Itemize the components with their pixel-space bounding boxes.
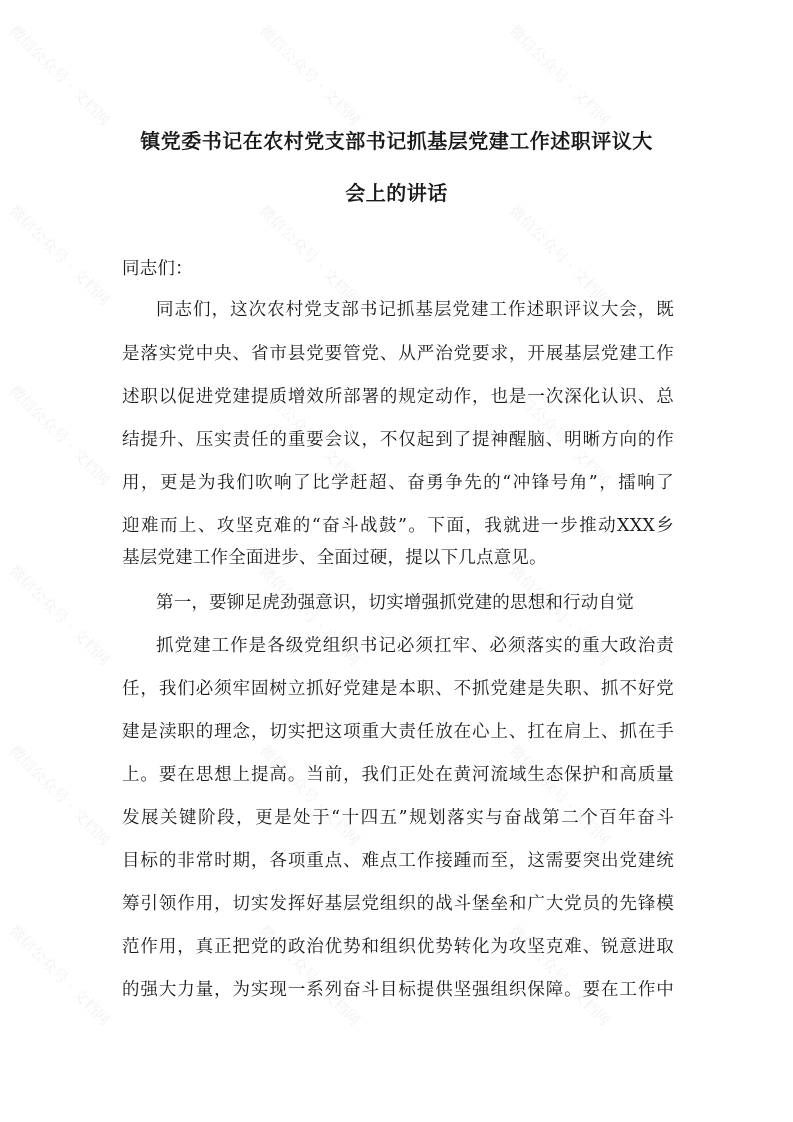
watermark: 微信公众号 · 文档网 xyxy=(255,201,364,310)
watermark: 微信公众号 · 文档网 xyxy=(505,201,614,310)
paragraph-line: 抓党建工作是各级党组织书记必须扛牢、必须落实的重大政治责 xyxy=(156,636,674,656)
watermark: 微信公众号 · 文档网 xyxy=(505,741,614,850)
watermark: 微信公众号 · 文档网 xyxy=(5,561,114,670)
document-title-line-1: 镇党委书记在农村党支部书记抓基层党建工作述职评议大 xyxy=(140,129,653,153)
paragraph-line: 筹引领作用，切实发挥好基层党组织的战斗堡垒和广大党员的先锋模 xyxy=(122,894,674,914)
watermark: 微信公众号 · 文档网 xyxy=(505,381,614,490)
watermark: 微信公众号 · 文档网 xyxy=(5,21,114,130)
watermark: 微信公众号 · 文档网 xyxy=(5,741,114,850)
watermark: 微信公众号 · 文档网 xyxy=(255,561,364,670)
paragraph-line: 发展关键阶段，更是处于“十四五”规划落实与奋战第二个百年奋斗 xyxy=(122,808,674,828)
watermark: 微信公众号 · 文档网 xyxy=(255,381,364,490)
watermark: 微信公众号 · 文档网 xyxy=(255,21,364,130)
paragraph-line: 是落实党中央、省市县党要管党、从严治党要求，开展基层党建工作 xyxy=(122,344,674,364)
paragraph-line: 迎难而上、攻坚克难的“奋斗战鼓”。下面，我就进一步推动XXX乡 xyxy=(122,516,674,536)
watermark: 微信公众号 · 文档网 xyxy=(505,921,614,1030)
paragraph-line: 基层党建工作全面进步、全面过硬，提以下几点意见。 xyxy=(122,548,547,568)
paragraph-line: 的强大力量，为实现一系列奋斗目标提供坚强组织保障。要在工作中 xyxy=(122,980,674,1000)
paragraph-line: 建是渎职的理念，切实把这项重大责任放在心上、扛在肩上、抓在手 xyxy=(122,722,674,742)
watermark: 微信公众号 · 文档网 xyxy=(255,741,364,850)
paragraph-line: 用，更是为我们吹响了比学赶超、奋勇争先的“冲锋号角”，擂响了 xyxy=(122,473,674,493)
watermark: 微信公众号 · 文档网 xyxy=(5,381,114,490)
paragraph-line: 同志们，这次农村党支部书记抓基层党建工作述职评议大会，既 xyxy=(156,300,674,320)
paragraph-line: 目标的非常时期，各项重点、难点工作接踵而至，这需要突出党建统 xyxy=(122,851,674,871)
watermark: 微信公众号 · 文档网 xyxy=(5,201,114,310)
section-heading: 第一，要铆足虎劲强意识，切实增强抓党建的思想和行动自觉 xyxy=(156,593,634,613)
watermark: 微信公众号 · 文档网 xyxy=(5,921,114,1030)
paragraph-line: 述职以促进党建提质增效所部署的规定动作，也是一次深化认识、总 xyxy=(122,387,674,407)
paragraph-line: 结提升、压实责任的重要会议，不仅起到了提神醒脑、明晰方向的作 xyxy=(122,430,674,450)
watermark: 微信公众号 · 文档网 xyxy=(505,21,614,130)
watermark: 微信公众号 · 文档网 xyxy=(505,561,614,670)
paragraph-line: 任，我们必须牢固树立抓好党建是本职、不抓党建是失职、抓不好党 xyxy=(122,679,674,699)
salutation: 同志们： xyxy=(122,259,193,279)
watermark: 微信公众号 · 文档网 xyxy=(255,921,364,1030)
paragraph-line: 上。要在思想上提高。当前，我们正处在黄河流域生态保护和高质量 xyxy=(122,765,674,785)
paragraph-line: 范作用，真正把党的政治优势和组织优势转化为攻坚克难、锐意进取 xyxy=(122,937,674,957)
document-title-line-2: 会上的讲话 xyxy=(345,181,448,205)
